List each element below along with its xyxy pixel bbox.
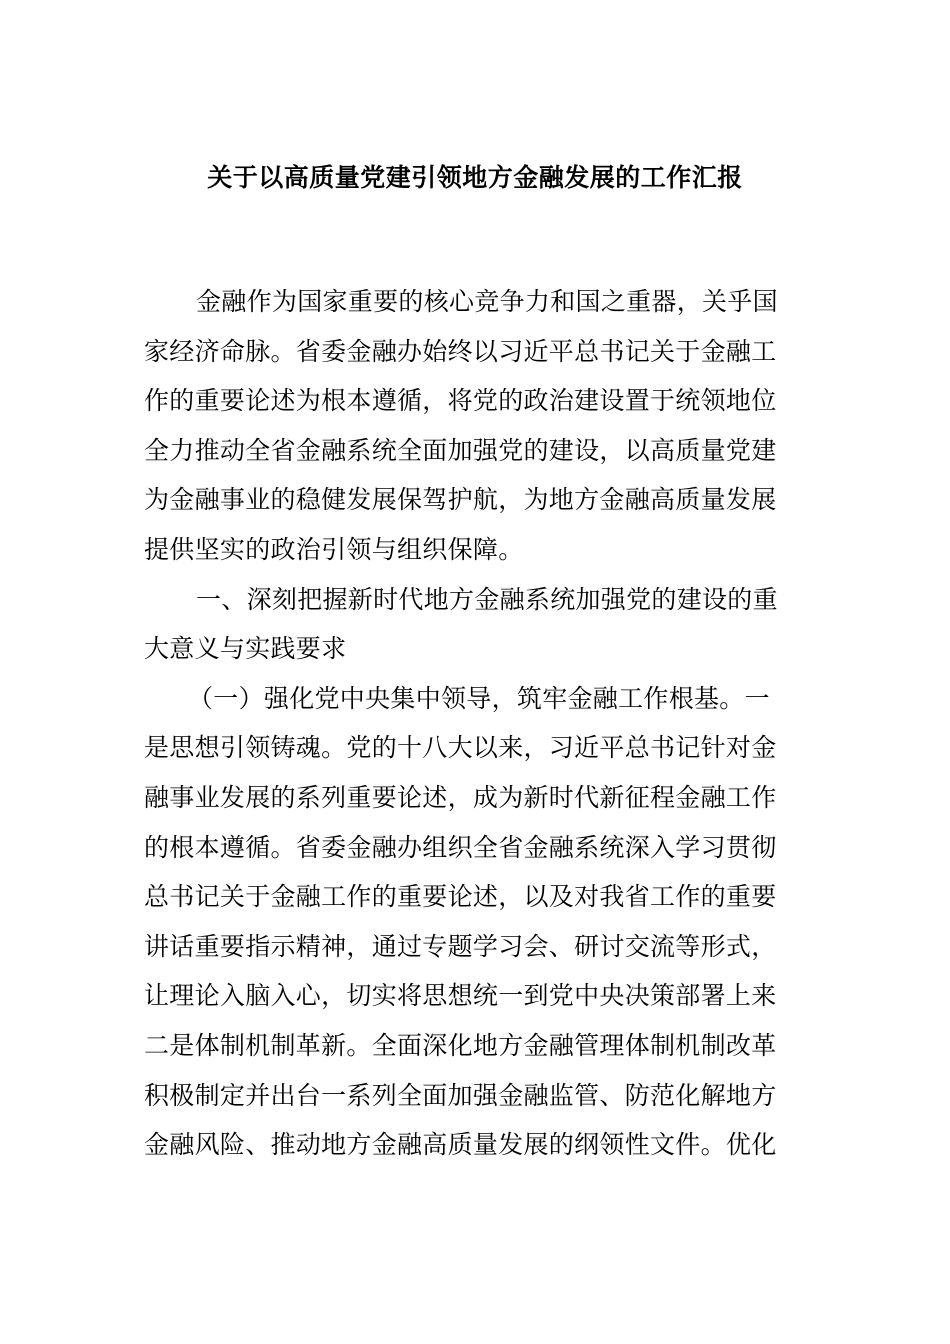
paragraph-line: 讲话重要指示精神，通过专题学习会、研讨交流等形式，: [144, 931, 777, 961]
paragraph-line: 的根本遵循。省委金融办组织全省金融系统深入学习贯彻: [144, 832, 777, 862]
paragraph-line: 二是体制机制革新。全面深化地方金融管理体制机制改革: [144, 1030, 777, 1060]
paragraph-line: 家经济命脉。省委金融办始终以习近平总书记关于金融工: [144, 336, 777, 366]
paragraph-line: 融事业发展的系列重要论述，成为新时代新征程金融工作: [144, 782, 777, 812]
paragraph-line: 总书记关于金融工作的重要论述，以及对我省工作的重要: [144, 882, 777, 912]
document-title: 关于以高质量党建引领地方金融发展的工作汇报: [207, 163, 743, 192]
paragraph-line: （一）强化党中央集中领导，筑牢金融工作根基。一: [188, 683, 770, 713]
section-heading-line: 一、深刻把握新时代地方金融系统加强党的建设的重: [196, 584, 778, 614]
paragraph-line: 金融风险、推动地方金融高质量发展的纲领性文件。优化: [144, 1130, 777, 1160]
paragraph-line: 全力推动全省金融系统全面加强党的建设，以高质量党建: [144, 435, 777, 465]
document-body: [144, 277, 809, 1170]
paragraph-line: 为金融事业的稳健发展保驾护航，为地方金融高质量发展: [144, 485, 777, 515]
paragraph-line: 积极制定并出台一系列全面加强金融监管、防范化解地方: [144, 1080, 777, 1110]
paragraph-line: 作的重要论述为根本遵循，将党的政治建设置于统领地位: [144, 386, 777, 416]
paragraph-line: 让理论入脑入心，切实将思想统一到党中央决策部署上来: [144, 981, 777, 1011]
paragraph-line: 是思想引领铸魂。党的十八大以来，习近平总书记针对金: [144, 733, 777, 763]
section-heading-line: 大意义与实践要求: [144, 634, 347, 664]
paragraph-line: 金融作为国家重要的核心竞争力和国之重器，关乎国: [196, 287, 778, 316]
paragraph-line: 提供坚实的政治引领与组织保障。: [144, 534, 524, 564]
